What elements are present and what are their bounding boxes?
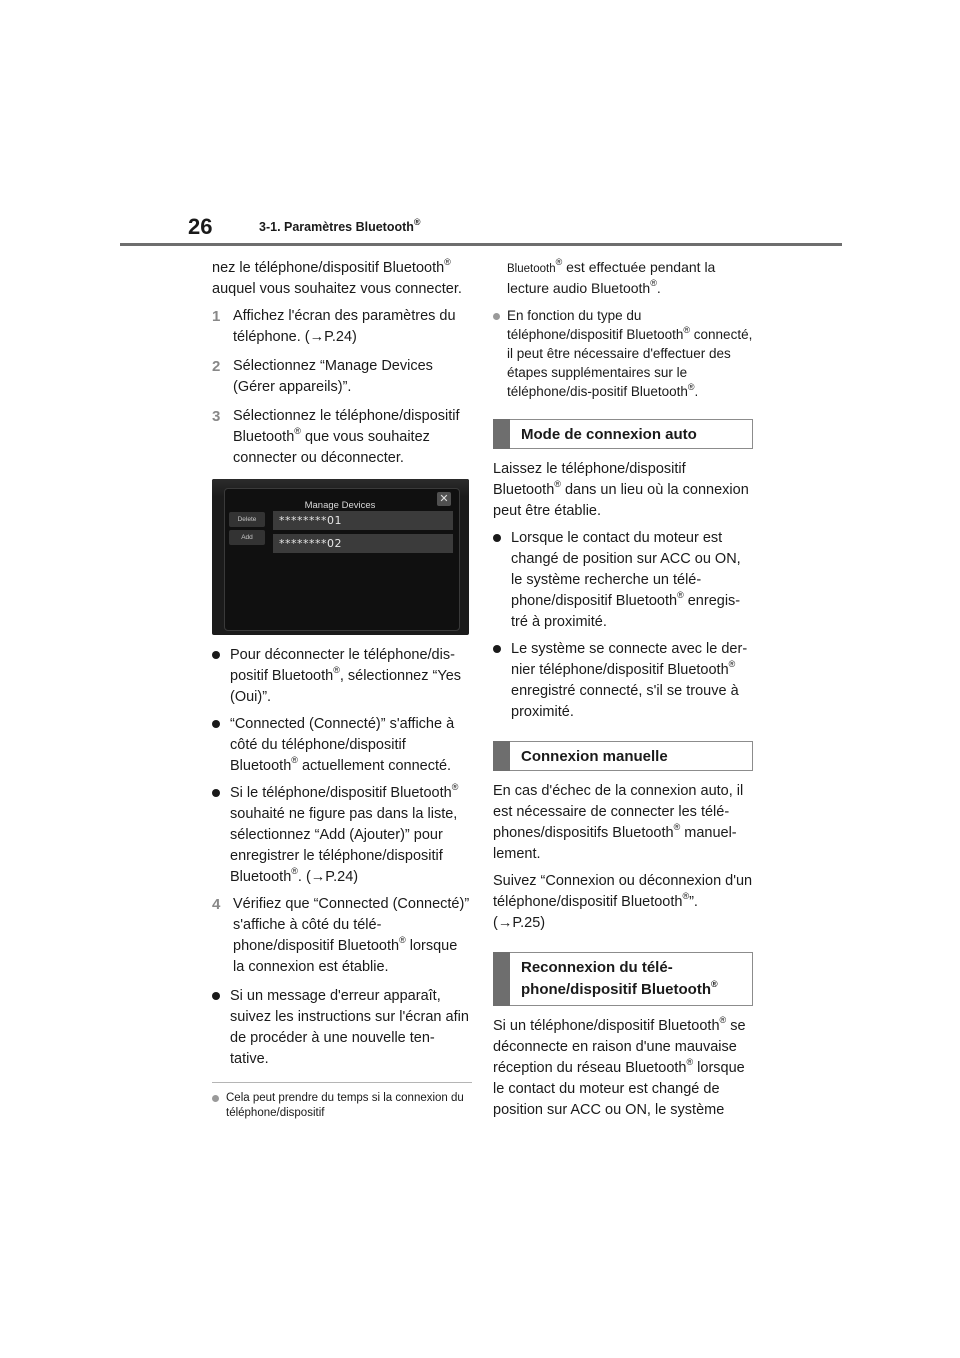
step-text: Sélectionnez le téléphone/dispositif Bluetooth® que vous souhaitez connecter ou déconnecter. (233, 408, 460, 466)
step-number: 2 (212, 358, 221, 375)
step-text: Sélectionnez “Manage Devices (Gérer appareils)”. (233, 358, 433, 395)
header-rule (120, 243, 842, 246)
bullet-add: Si le téléphone/dispositif Bluetooth® souhaité ne figure pas dans la liste, sélectionnez “Add (Ajouter)” pour enregistrer le téléphone/dispositif Bluetooth®. (→P.24) (212, 783, 472, 888)
close-icon[interactable]: ✕ (437, 492, 451, 506)
step-number: 3 (212, 408, 221, 425)
note-device-type: En fonction du type du téléphone/dispositif Bluetooth® connecté, il peut être nécessaire d'effectuer des étapes supplémentaires sur le téléphone/dis-positif Bluetooth®. (493, 306, 753, 401)
manual-paragraph-1: En cas d'échec de la connexion auto, il est nécessaire de connecter les télé-phones/dispositifs Bluetooth® manuel-lement. (493, 783, 744, 862)
delete-button[interactable]: Delete (229, 512, 265, 527)
page-number: 26 (188, 214, 213, 239)
note-time-continued: Bluetooth® est effectuée pendant la lecture audio Bluetooth®. (507, 257, 716, 296)
device-item-2[interactable]: ********02 (273, 534, 453, 553)
screen-title: Manage Devices (304, 500, 376, 511)
right-column (493, 258, 753, 1127)
heading-manual-connect: Connexion manuelle (493, 741, 753, 771)
device-item-1[interactable]: ********01 (273, 511, 453, 530)
heading-reconnect: Reconnexion du télé- phone/dispositif Bluetooth® (493, 952, 753, 1006)
step-3 (212, 406, 472, 469)
bullet-connected: “Connected (Connecté)” s'affiche à côté du téléphone/dispositif Bluetooth® actuellement connecté. (212, 714, 472, 777)
step-number: 1 (212, 308, 221, 325)
auto-connect-paragraph: Laissez le téléphone/dispositif Bluetooth® dans un lieu où la connexion peut être établie. (493, 461, 749, 519)
step-1 (212, 306, 472, 348)
step-text: Vérifiez que “Connected (Connecté)” s'affiche à côté du télé-phone/dispositif Bluetooth® lorsque la connexion est établie. (233, 896, 470, 975)
note-time: Cela peut prendre du temps si la connexion du téléphone/dispositif (212, 1091, 472, 1121)
step-text: Affichez l'écran des paramètres du téléphone. (→P.24) (233, 308, 456, 345)
step-4 (212, 894, 472, 978)
bullet-error: Si un message d'erreur apparaît, suivez les instructions sur l'écran afin de procéder à une nouvelle ten-tative. (212, 986, 472, 1070)
note-separator (212, 1082, 472, 1083)
manual-paragraph-2: Suivez “Connexion ou déconnexion d'un téléphone/dispositif Bluetooth®”. (→P.25) (493, 873, 753, 931)
bullet-acc-search: Lorsque le contact du moteur est changé de position sur ACC ou ON, le système recherche un télé-phone/dispositif Bluetooth® enregis-tré à proximité. (493, 528, 753, 633)
bullet-disconnect: Pour déconnecter le téléphone/dis-positif Bluetooth®, sélectionnez “Yes (Oui)”. (212, 645, 472, 708)
intro-paragraph: nez le téléphone/dispositif Bluetooth® auquel vous souhaitez vous connecter. (212, 257, 462, 297)
step-number: 4 (212, 896, 221, 913)
section-title: 3-1. Paramètres Bluetooth® (259, 216, 421, 234)
add-button[interactable]: Add (229, 530, 265, 545)
bullet-last-device: Le système se connecte avec le der-nier téléphone/dispositif Bluetooth® enregistré connecté, s'il se trouve à proximité. (493, 639, 753, 723)
reconnect-paragraph: Si un téléphone/dispositif Bluetooth® se déconnecte en raison d'une mauvaise réception du réseau Bluetooth® lorsque le contact du moteur est changé de position sur ACC ou ON, le système (493, 1015, 746, 1118)
left-column (212, 258, 472, 1129)
heading-auto-connect: Mode de connexion auto (493, 419, 753, 449)
manage-devices-screenshot (212, 479, 469, 635)
step-2 (212, 356, 472, 398)
